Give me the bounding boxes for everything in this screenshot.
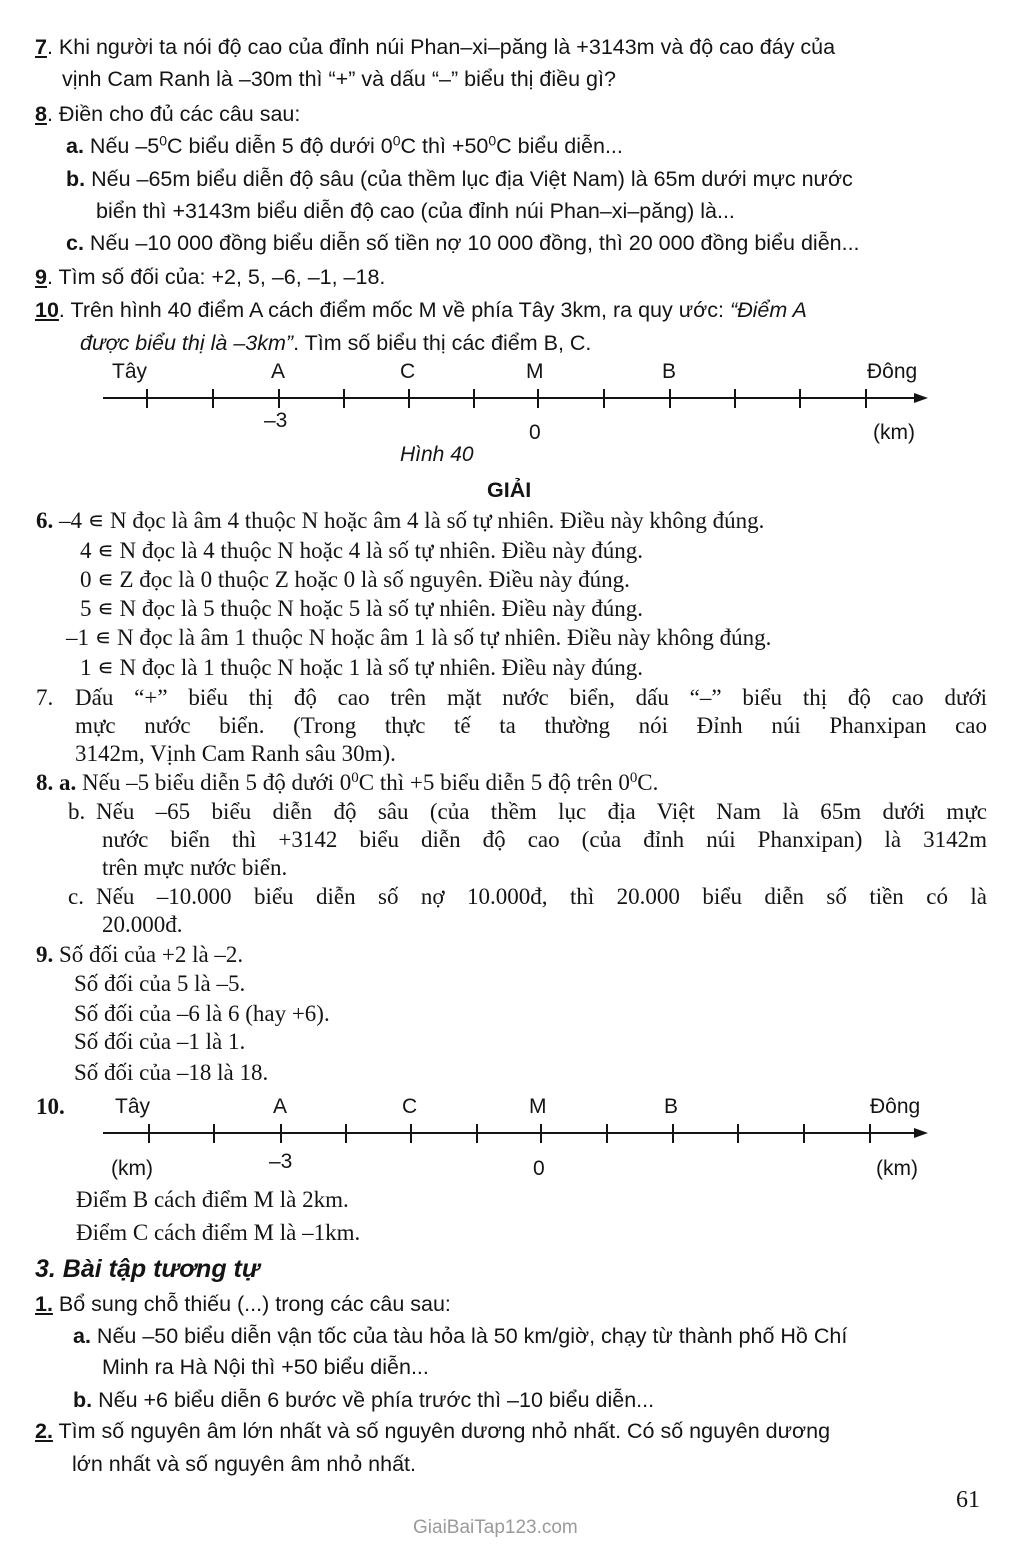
fig40-label-east: Đông [867,360,918,383]
solution-8c-line-2: 20.000đ. [102,912,183,937]
solution-7-num: 7. [36,685,54,710]
sol10-unit-right: (km) [876,1157,918,1180]
solution-8c-label: c. [68,884,84,909]
sol10-arrow-icon [914,1128,928,1138]
fig40-label-c: C [400,360,416,383]
solution-8b-line-1: Nếu –65 biểu diễn độ sâu (của thềm lục địa Việt Nam là 65m dưới mực [96,799,987,824]
sol10-label-c: C [402,1095,418,1118]
solution-7-line-2: mực nước biển. (Trong thực tế ta thường nói Đỉnh núi Phanxipan cao [75,713,987,738]
solution-6-row-3: 0 ∊ Z đọc là 0 thuộc Z hoặc 0 là số nguyên. Điều này đúng. [80,567,630,592]
sol10-label-m: M [529,1095,547,1118]
fig40-value-a: –3 [264,409,288,432]
solution-10-row-1: Điểm B cách điểm M là 2km. [76,1187,349,1212]
solution-8b-line-2: nước biển thì +3142 biểu diễn độ cao (của đỉnh núi Phanxipan) là 3142m [102,827,987,852]
solution-6-row-1: 6. –4 ∊ N đọc là âm 4 thuộc N hoặc âm 4 là số tự nhiên. Điều này không đúng. [36,508,765,533]
exercise-8a: a. Nếu $-5^0C$ biểu diễn 5 độ dưới $0^0C$ thì $+50^0C$ biểu diễn... [66,132,623,158]
similar-2-line-2: lớn nhất và số nguyên âm nhỏ nhất. [72,1452,416,1476]
solution-8b-line-3: trên mực nước biển. [102,855,288,880]
sol10-unit-left: (km) [111,1157,153,1180]
solution-8a: 8. a. Nếu –5 biểu diễn 5 độ dưới $0^0C$ thì +5 biểu diễn 5 độ trên $0^0C$. [36,769,659,795]
solution-10-num: 10. [36,1094,65,1119]
solution-7-line-3: 3142m, Vịnh Cam Ranh sâu 30m). [75,741,396,766]
solution-10-row-2: Điểm C cách điểm M là –1km. [76,1220,361,1245]
similar-1a-line-1: a. Nếu –50 biểu diễn vận tốc của tàu hỏa là 50 km/giờ, chạy từ thành phố Hồ Chí [73,1324,848,1348]
fig40-caption: Hình 40 [400,443,474,466]
solution-heading: GIẢI [487,478,532,502]
sol10-label-a: A [273,1095,288,1118]
exercise-7-line-2: vịnh Cam Ranh là –30m thì “+” và dấu “–” biểu thị điều gì? [62,67,616,91]
sol10-label-east: Đông [870,1095,921,1118]
exercise-8b-line-2: biển thì +3143m biểu diễn độ cao (của đỉnh núi Phan–xi–păng) là... [96,199,735,223]
solution-9-row-4: Số đối của –1 là 1. [74,1029,246,1054]
solution-9-row-5: Số đối của –18 là 18. [74,1060,269,1085]
solution-8c-line-1: Nếu –10.000 biểu diễn số nợ 10.000đ, thì 20.000 biểu diễn số tiền có là [96,884,987,909]
solution-9-row-2: Số đối của 5 là –5. [74,971,246,996]
solution-9-row-3: Số đối của –6 là 6 (hay +6). [74,1001,330,1026]
solution-6-row-5: –1 ∊ N đọc là âm 1 thuộc N hoặc âm 1 là số tự nhiên. Điều này không đúng. [66,625,772,650]
sol10-label-b: B [664,1095,679,1118]
page-number: 61 [956,1487,980,1513]
similar-heading: 3. Bài tập tương tự [35,1255,260,1283]
watermark: GiaiBaiTap123.com [413,1517,578,1538]
similar-2-line-1: 2. Tìm số nguyên âm lớn nhất và số nguyên dương nhỏ nhất. Có số nguyên dương [35,1419,831,1443]
exercise-9: 9. Tìm số đối của: +2, 5, –6, –1, –18. [35,265,386,289]
solution-6-row-2: 4 ∊ N đọc là 4 thuộc N hoặc 4 là số tự nhiên. Điều này đúng. [80,538,643,563]
similar-1-title: 1. Bổ sung chỗ thiếu (...) trong các câu sau: [35,1292,451,1316]
sol10-label-west: Tây [115,1095,151,1118]
fig40-label-b: B [662,360,677,383]
fig40-value-m: 0 [529,421,541,444]
solution-9-row-1: 9. Số đối của +2 là –2. [36,942,244,967]
fig40-label-m: M [526,360,544,383]
similar-1b: b. Nếu +6 biểu diễn 6 bước về phía trước thì –10 biểu diễn... [73,1388,655,1412]
fig40-label-west: Tây [112,360,148,383]
exercise-7-line-1: 7. Khi người ta nói độ cao của đỉnh núi Phan–xi–păng là +3143m và độ cao đáy của [35,35,836,59]
sol10-value-m: 0 [533,1157,545,1180]
solution-6-row-6: 1 ∊ N đọc là 1 thuộc N hoặc 1 là số tự nhiên. Điều này đúng. [80,655,643,680]
sol10-value-a: –3 [269,1150,293,1173]
solution-8b-label: b. [68,799,86,824]
exercise-8-title: 8. Điền cho đủ các câu sau: [35,102,301,126]
solution-7-line-1: Dấu “+” biểu thị độ cao trên mặt nước biển, dấu “–” biểu thị độ cao dưới [75,685,987,710]
fig40-unit: (km) [873,421,915,444]
exercise-10-line-1: 10. Trên hình 40 điểm A cách điểm mốc M về phía Tây 3km, ra quy ước: “Điểm A [35,298,807,322]
exercise-8c: c. Nếu –10 000 đồng biểu diễn số tiền nợ 10 000 đồng, thì 20 000 đồng biểu diễn... [66,231,860,255]
fig40-label-a: A [271,360,286,383]
exercise-10-line-2: được biểu thị là –3km”. Tìm số biểu thị các điểm B, C. [80,331,592,355]
exercise-8b-line-1: b. Nếu –65m biểu diễn độ sâu (của thềm lục địa Việt Nam) là 65m dưới mực nước [66,167,853,191]
similar-1a-line-2: Minh ra Hà Nội thì +50 biểu diễn... [102,1355,429,1379]
solution-6-row-4: 5 ∊ N đọc là 5 thuộc N hoặc 5 là số tự nhiên. Điều này đúng. [80,596,643,621]
